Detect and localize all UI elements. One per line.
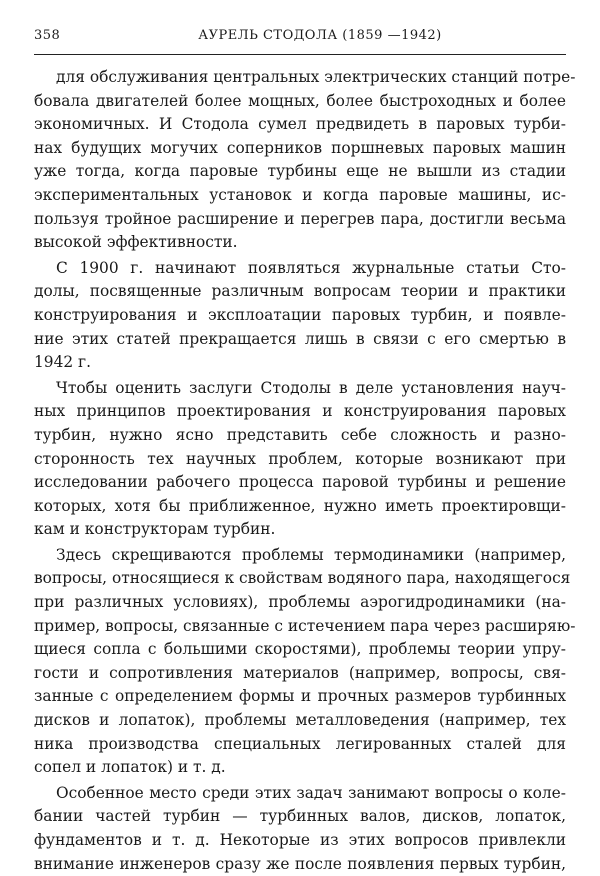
text-line: которых, хотя бы приближенное, нужно иметь проектировщи- xyxy=(34,496,566,515)
paragraph xyxy=(34,66,576,255)
text-line: бовала двигателей более мощных, более быстроходных и более xyxy=(34,91,566,110)
text-line: Особенное место среди этих задач занимают вопросы о коле- xyxy=(56,783,566,802)
text-line: кам и конструкторам турбин. xyxy=(34,520,276,539)
text-line: экспериментальных установок и когда паровые машины, ис- xyxy=(34,185,566,204)
page-number: 358 xyxy=(34,28,61,43)
text-line: сопел и лопаток) и т. д. xyxy=(34,758,226,777)
text-line: пользуя тройное расширение и перегрев пара, достигли весьма xyxy=(34,209,566,228)
text-line: фундаментов и т. д. Некоторые из этих вопросов привлекли xyxy=(34,831,566,849)
header-rule xyxy=(34,54,566,55)
text-line: долы, посвященные различным вопросам теории и практики xyxy=(34,282,566,301)
text-line: высокой эффективности. xyxy=(34,233,238,252)
text-line: уже тогда, когда паровые турбины еще не вышли из стадии xyxy=(34,162,566,181)
paragraph xyxy=(34,377,566,542)
text-line: исследовании рабочего процесса паровой турбины и решение xyxy=(34,473,566,492)
text-line: С 1900 г. начинают появляться журнальные статьи Сто- xyxy=(56,258,566,277)
text-line: для обслуживания центральных электрических станций потре- xyxy=(56,68,576,86)
text-line: бании частей турбин — турбинных валов, дисков, лопаток, xyxy=(34,807,566,826)
text-line: сторонность тех научных проблем, которые возникают при xyxy=(34,449,566,468)
running-title: АУРЕЛЬ СТОДОЛА (1859 —1942) xyxy=(198,28,442,43)
text-line: вопросы, относящиеся к свойствам водяного пара, находящегося xyxy=(34,569,571,588)
text-line: нах будущих могучих соперников поршневых паровых машин xyxy=(34,138,566,157)
text-line: дисков и лопаток), проблемы металловедения (например, тех xyxy=(34,711,566,730)
page-header xyxy=(34,28,566,50)
text-line: Чтобы оценить заслуги Стодолы в деле установления науч- xyxy=(56,378,566,397)
text-line: внимание инженеров сразу же после появления первых турбин, xyxy=(34,854,566,873)
paragraph xyxy=(34,257,566,375)
text-line: экономичных. И Стодола сумел предвидеть в паровых турби- xyxy=(34,115,566,134)
text-line: при различных условиях), проблемы аэрогидродинамики (на- xyxy=(34,593,566,612)
text-line: щиеся сопла с большими скоростями), проблемы теории упру- xyxy=(34,640,566,659)
body-text xyxy=(34,66,576,876)
text-line: ника производства специальных легированных сталей для xyxy=(34,734,566,753)
text-line: пример, вопросы, связанные с истечением пара через расширяю- xyxy=(34,616,576,635)
paragraph xyxy=(34,544,576,780)
text-line: 1942 г. xyxy=(34,353,92,372)
text-line: Здесь скрещиваются проблемы термодинамики (например, xyxy=(56,545,566,564)
text-line: ние этих статей прекращается лишь в связи с его смертью в xyxy=(34,329,566,348)
text-line: занные с определением формы и прочных размеров турбинных xyxy=(34,687,566,706)
paragraph xyxy=(34,782,566,876)
text-line: турбин, нужно ясно представить себе сложность и разно- xyxy=(34,425,566,444)
text-line: ных принципов проектирования и конструирования паровых xyxy=(34,402,566,421)
text-line: конструирования и эксплоатации паровых турбин, и появле- xyxy=(34,305,566,324)
text-line: гости и сопротивления материалов (например, вопросы, свя- xyxy=(34,663,566,682)
